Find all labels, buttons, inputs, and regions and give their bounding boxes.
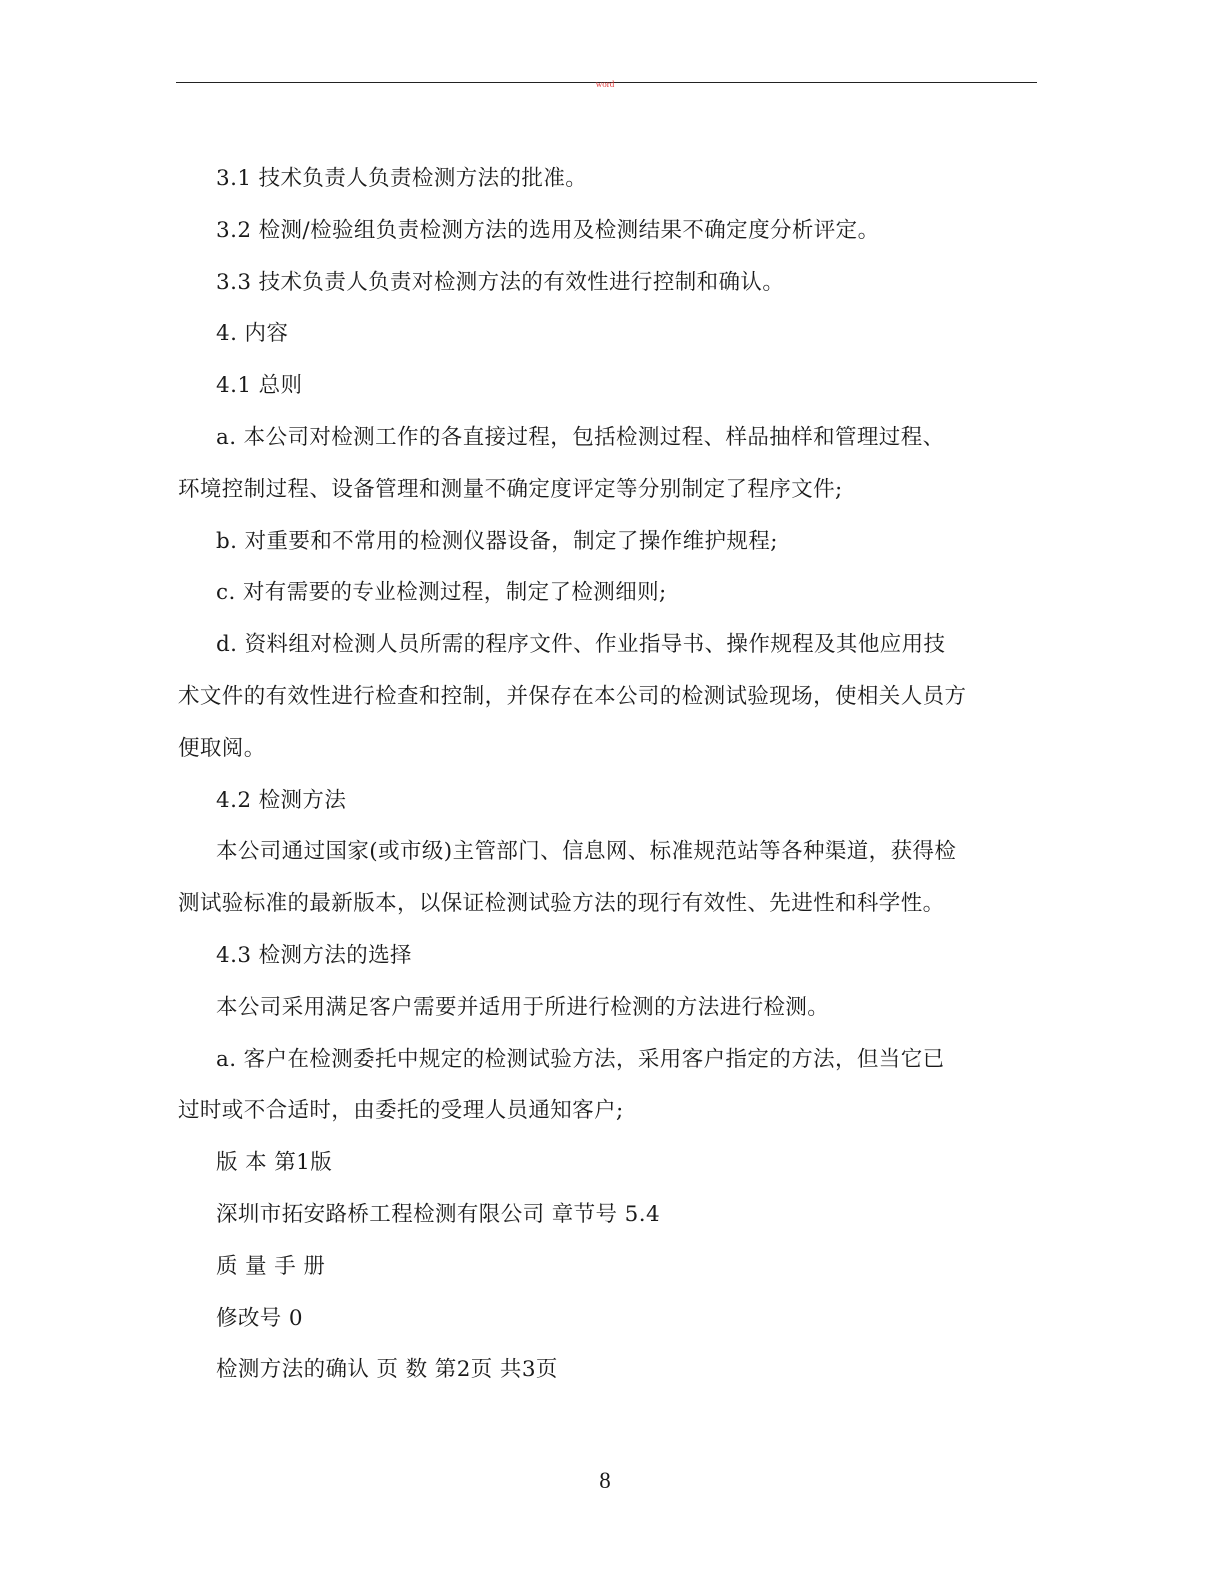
paragraph-line: 3.2 检测/检验组负责检测方法的选用及检测结果不确定度分析评定。 (216, 217, 880, 243)
document-meta-line: 版 本 第1版 (216, 1150, 333, 1176)
document-meta-line: 质 量 手 册 (216, 1253, 326, 1279)
paragraph-line: a. 本公司对检测工作的各直接过程，包括检测过程、样品抽样和管理过程、 (216, 424, 945, 450)
paragraph-line: 环境控制过程、设备管理和测量不确定度评定等分别制定了程序文件; (178, 476, 843, 502)
document-meta-line: 检测方法的确认 页 数 第2页 共3页 (216, 1357, 558, 1383)
document-meta-line: 修改号 0 (216, 1305, 304, 1331)
paragraph-line: 本公司通过国家(或市级)主管部门、信息网、标准规范站等各种渠道，获得检 (216, 839, 957, 865)
paragraph-line: d. 资料组对检测人员所需的程序文件、作业指导书、操作规程及其他应用技 (216, 632, 946, 658)
paragraph-line: 术文件的有效性进行检查和控制，并保存在本公司的检测试验现场，使相关人员方 (178, 683, 967, 709)
paragraph-line: 测试验标准的最新版本，以保证检测试验方法的现行有效性、先进性和科学性。 (178, 891, 945, 917)
section-heading: 4.1 总则 (216, 373, 303, 399)
header-watermark: word (595, 79, 615, 89)
paragraph-line: 便取阅。 (178, 735, 266, 761)
paragraph-line: 3.1 技术负责人负责检测方法的批准。 (216, 166, 588, 191)
section-heading: 4.2 检测方法 (216, 787, 347, 813)
document-body (178, 153, 1040, 1396)
paragraph-line: 本公司采用满足客户需要并适用于所进行检测的方法进行检测。 (216, 994, 830, 1020)
document-meta-line: 深圳市拓安路桥工程检测有限公司 章节号 5.4 (216, 1201, 661, 1227)
section-heading: 4. 内容 (216, 321, 289, 347)
page-number: 8 (599, 1468, 611, 1493)
paragraph-line: 3.3 技术负责人负责对检测方法的有效性进行控制和确认。 (216, 269, 785, 295)
paragraph-line: c. 对有需要的专业检测过程，制定了检测细则; (216, 580, 667, 606)
paragraph-line: a. 客户在检测委托中规定的检测试验方法，采用客户指定的方法，但当它已 (216, 1046, 945, 1072)
section-heading: 4.3 检测方法的选择 (216, 942, 412, 968)
paragraph-line: 过时或不合适时，由委托的受理人员通知客户; (178, 1098, 624, 1124)
paragraph-line: b. 对重要和不常用的检测仪器设备，制定了操作维护规程; (216, 528, 778, 554)
